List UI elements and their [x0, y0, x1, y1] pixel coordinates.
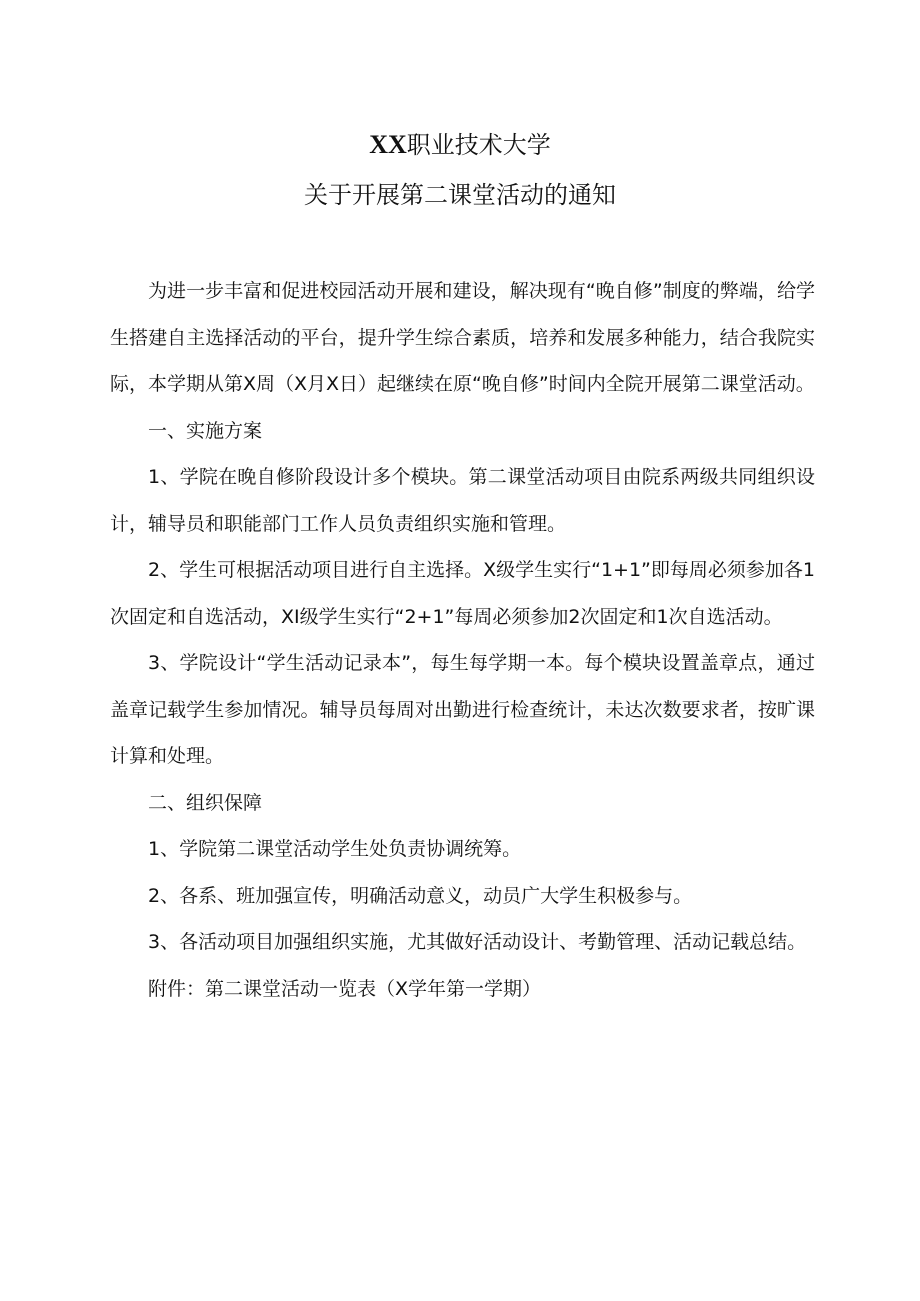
organization-item-2: 2、各系、班加强宣传，明确活动意义，动员广大学生积极参与。 — [148, 884, 693, 907]
organization-item-3: 3、各活动项目加强组织实施，尤其做好活动设计、考勤管理、活动记载总结。 — [148, 931, 807, 953]
organization-item-1: 1、学院第二课堂活动学生处负责协调统筹。 — [148, 838, 522, 860]
document-title — [0, 130, 920, 160]
implementation-item-3: 3、学院设计“学生活动记录本”，每生每学期一本。每个模块设置盖章点，通过盖章记载学生参加情况。辅导员每周对出勤进行检查统计，未达次数要求者，按旷课计算和处理。 — [110, 652, 815, 767]
attachment-note: 附件：第二课堂活动一览表（X学年第一学期） — [148, 977, 542, 1000]
section-heading-organization: 二、组织保障 — [148, 791, 263, 814]
intro-paragraph: 为进一步丰富和促进校园活动开展和建设，解决现有“晚自修”制度的弊端，给学生搭建自主选择活动的平台，提升学生综合素质，培养和发展多种能力，结合我院实际，本学期从第X周（X月X日）起继续在原“晚自修”时间内全院开展第二课堂活动。 — [110, 280, 815, 395]
title-prefix: XX — [369, 130, 407, 159]
implementation-item-2: 2、学生可根据活动项目进行自主选择。X级学生实行“1+1”即每周必须参加各1次固定和自选活动，XI级学生实行“2+1”每周必须参加2次固定和1次自选活动。 — [110, 559, 815, 628]
document-body — [110, 268, 815, 1012]
section-heading-implementation: 一、实施方案 — [148, 419, 263, 442]
implementation-item-1: 1、学院在晚自修阶段设计多个模块。第二课堂活动项目由院系两级共同组织设计，辅导员和职能部门工作人员负责组织实施和管理。 — [110, 466, 815, 535]
document-subtitle: 关于开展第二课堂活动的通知 — [304, 181, 616, 209]
title-rest: 职业技术大学 — [406, 131, 551, 159]
